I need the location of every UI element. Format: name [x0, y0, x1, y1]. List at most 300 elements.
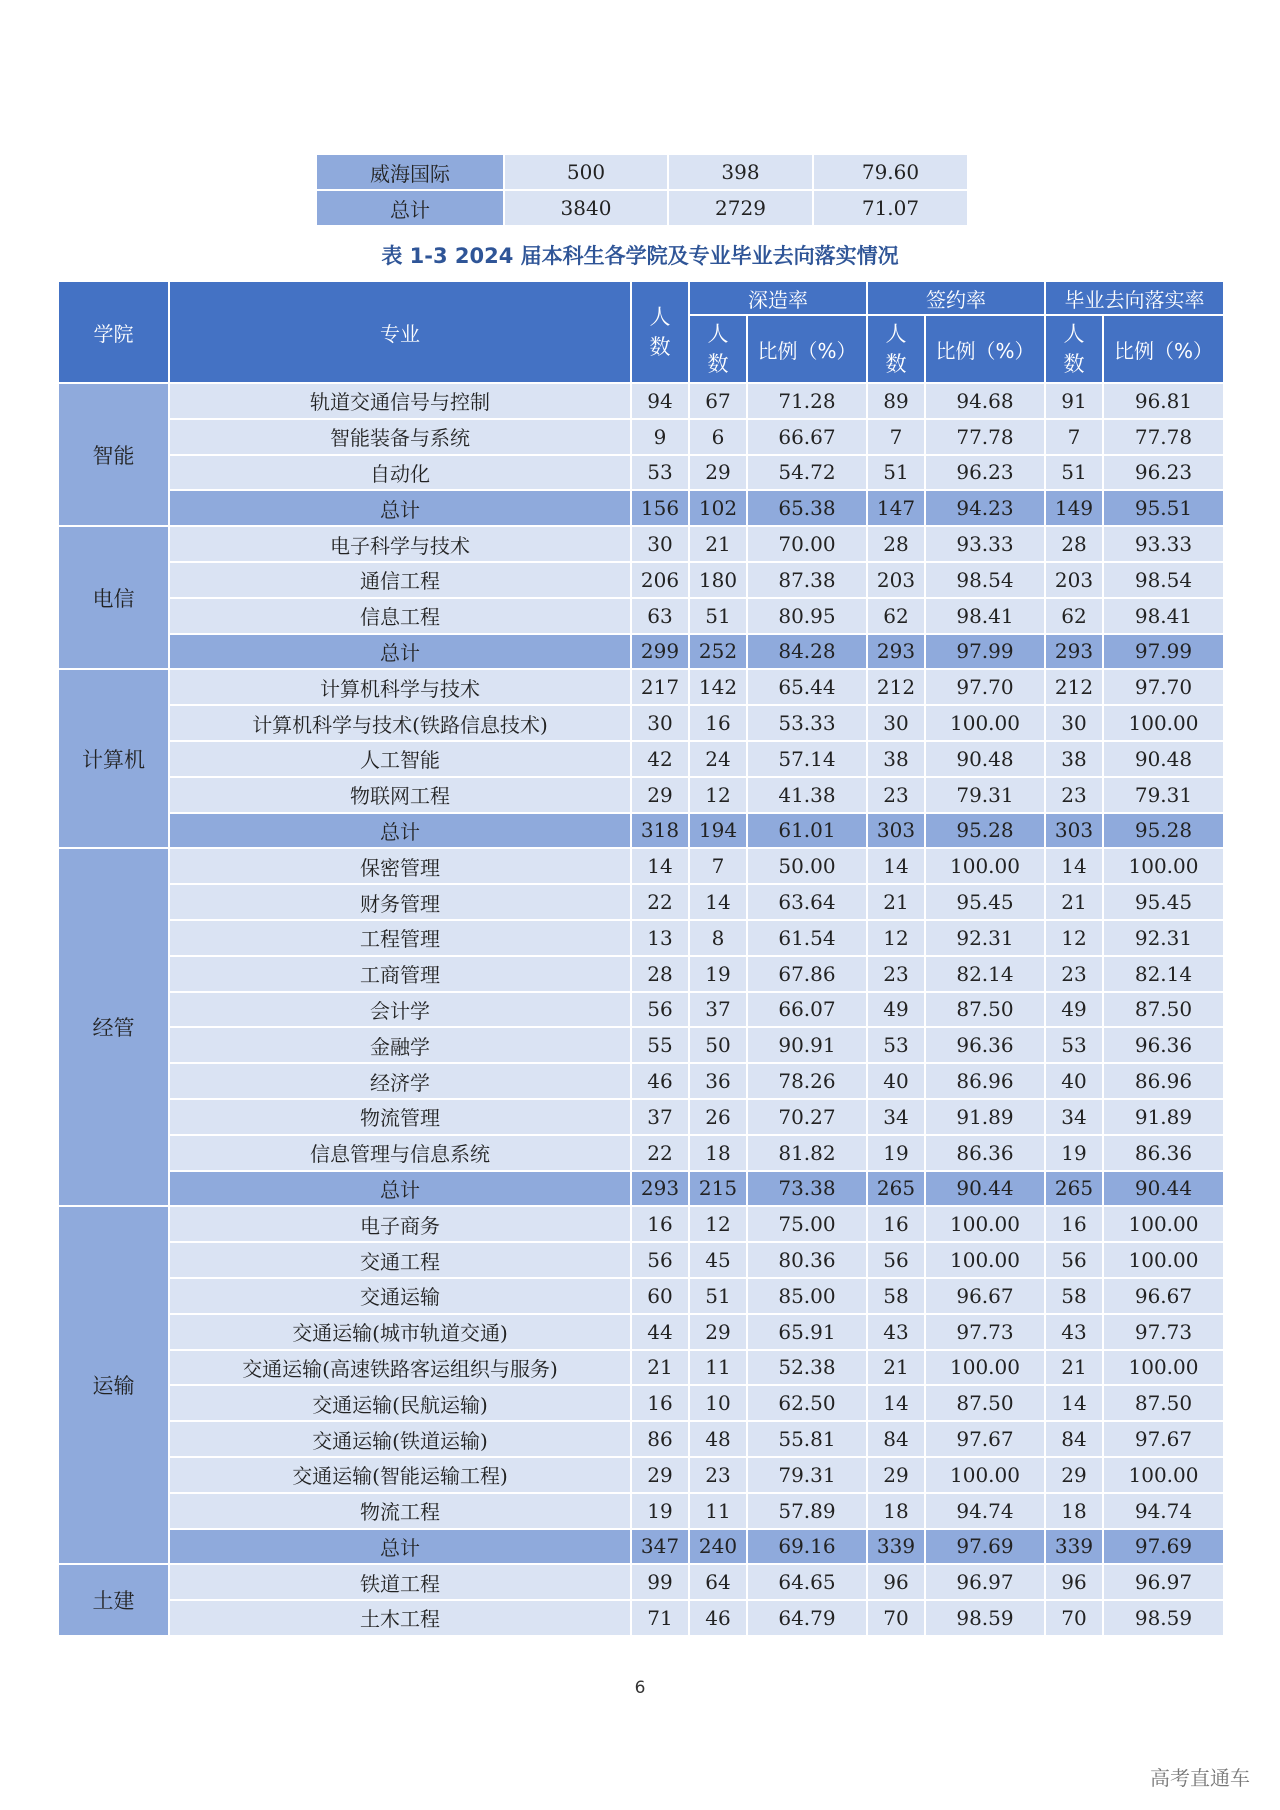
- value-cell: 78.26: [747, 1063, 867, 1099]
- value-cell: 42: [631, 741, 689, 777]
- value-cell: 30: [631, 526, 689, 562]
- value-cell: 13: [631, 920, 689, 956]
- value-cell: 21: [1045, 1350, 1103, 1386]
- value-cell: 90.48: [925, 741, 1045, 777]
- header-signed-people: [867, 315, 925, 383]
- value-cell: 23: [689, 1457, 747, 1493]
- table-row: [58, 1027, 1224, 1063]
- major-cell: 金融学: [169, 1027, 631, 1063]
- value-cell: 80.36: [747, 1242, 867, 1278]
- major-cell: 总计: [169, 490, 631, 526]
- table-row: [58, 419, 1224, 455]
- value-cell: 94.74: [1103, 1493, 1224, 1529]
- value-cell: 84: [867, 1421, 925, 1457]
- value-cell: 50.00: [747, 848, 867, 884]
- major-cell: 经济学: [169, 1063, 631, 1099]
- table-row: [58, 562, 1224, 598]
- value-cell: 212: [867, 669, 925, 705]
- value-cell: 57.14: [747, 741, 867, 777]
- value-cell: 96: [1045, 1564, 1103, 1600]
- table-row: [58, 884, 1224, 920]
- table-row: [58, 777, 1224, 813]
- value-cell: 19: [1045, 1135, 1103, 1171]
- value-cell: 56: [1045, 1242, 1103, 1278]
- value-cell: 99: [631, 1564, 689, 1600]
- value-cell: 46: [631, 1063, 689, 1099]
- subtotal-row: [58, 1171, 1224, 1207]
- value-cell: 37: [631, 1099, 689, 1135]
- value-cell: 29: [689, 1314, 747, 1350]
- value-cell: 98.59: [925, 1600, 1045, 1636]
- college-cell: 计算机: [58, 669, 169, 848]
- value-cell: 265: [867, 1171, 925, 1207]
- table-row: [58, 1135, 1224, 1171]
- subtotal-row: [58, 1529, 1224, 1565]
- value-cell: 85.00: [747, 1278, 867, 1314]
- value-cell: 87.50: [925, 992, 1045, 1028]
- value-cell: 95.28: [1103, 813, 1224, 849]
- college-cell: 电信: [58, 526, 169, 669]
- value-cell: 46: [689, 1600, 747, 1636]
- value-cell: 16: [1045, 1206, 1103, 1242]
- watermark: 高考直通车: [1150, 1766, 1250, 1790]
- value-cell: 339: [1045, 1529, 1103, 1565]
- value-cell: 100.00: [925, 1242, 1045, 1278]
- major-cell: 电子科学与技术: [169, 526, 631, 562]
- table-row: [58, 992, 1224, 1028]
- cell-value: 2729: [668, 190, 813, 226]
- value-cell: 52.38: [747, 1350, 867, 1386]
- value-cell: 51: [689, 1278, 747, 1314]
- value-cell: 70: [867, 1600, 925, 1636]
- value-cell: 14: [689, 884, 747, 920]
- value-cell: 51: [689, 598, 747, 634]
- value-cell: 61.01: [747, 813, 867, 849]
- value-cell: 212: [1045, 669, 1103, 705]
- table-row: [58, 1564, 1224, 1600]
- value-cell: 60: [631, 1278, 689, 1314]
- value-cell: 96.67: [925, 1278, 1045, 1314]
- value-cell: 265: [1045, 1171, 1103, 1207]
- value-cell: 18: [689, 1135, 747, 1171]
- value-cell: 347: [631, 1529, 689, 1565]
- header-signed-ratio: 比例（%）: [925, 315, 1045, 383]
- value-cell: 100.00: [925, 1457, 1045, 1493]
- table-caption: 表 1-3 2024 届本科生各学院及专业毕业去向落实情况: [381, 244, 899, 268]
- value-cell: 23: [1045, 777, 1103, 813]
- value-cell: 50: [689, 1027, 747, 1063]
- major-cell: 财务管理: [169, 884, 631, 920]
- value-cell: 40: [867, 1063, 925, 1099]
- value-cell: 43: [1045, 1314, 1103, 1350]
- value-cell: 51: [867, 455, 925, 491]
- value-cell: 40: [1045, 1063, 1103, 1099]
- value-cell: 30: [631, 705, 689, 741]
- value-cell: 11: [689, 1493, 747, 1529]
- value-cell: 45: [689, 1242, 747, 1278]
- value-cell: 98.54: [925, 562, 1045, 598]
- major-cell: 电子商务: [169, 1206, 631, 1242]
- value-cell: 29: [867, 1457, 925, 1493]
- value-cell: 28: [631, 956, 689, 992]
- value-cell: 203: [1045, 562, 1103, 598]
- header-signing-rate: 签约率: [867, 281, 1045, 315]
- value-cell: 16: [867, 1206, 925, 1242]
- value-cell: 66.07: [747, 992, 867, 1028]
- table-row: [316, 190, 968, 226]
- value-cell: 89: [867, 383, 925, 419]
- value-cell: 70: [1045, 1600, 1103, 1636]
- value-cell: 339: [867, 1529, 925, 1565]
- value-cell: 19: [631, 1493, 689, 1529]
- college-cell: 土建: [58, 1564, 169, 1636]
- value-cell: 56: [631, 992, 689, 1028]
- header-placement-people-text: 人 数: [1063, 322, 1085, 376]
- value-cell: 65.38: [747, 490, 867, 526]
- value-cell: 100.00: [1103, 1206, 1224, 1242]
- value-cell: 63: [631, 598, 689, 634]
- value-cell: 38: [867, 741, 925, 777]
- value-cell: 87.50: [925, 1385, 1045, 1421]
- cell-value: 500: [504, 154, 668, 190]
- table-row: [58, 1314, 1224, 1350]
- cell-value: 79.60: [813, 154, 968, 190]
- value-cell: 206: [631, 562, 689, 598]
- value-cell: 53.33: [747, 705, 867, 741]
- value-cell: 29: [689, 455, 747, 491]
- value-cell: 18: [1045, 1493, 1103, 1529]
- value-cell: 203: [867, 562, 925, 598]
- value-cell: 86.36: [1103, 1135, 1224, 1171]
- table-row: [58, 455, 1224, 491]
- value-cell: 97.73: [1103, 1314, 1224, 1350]
- cell-value: 398: [668, 154, 813, 190]
- table-row: [316, 154, 968, 190]
- value-cell: 24: [689, 741, 747, 777]
- value-cell: 19: [689, 956, 747, 992]
- major-cell: 智能装备与系统: [169, 419, 631, 455]
- value-cell: 7: [1045, 419, 1103, 455]
- value-cell: 100.00: [925, 848, 1045, 884]
- header-placement-rate: 毕业去向落实率: [1045, 281, 1224, 315]
- value-cell: 293: [867, 634, 925, 670]
- value-cell: 87.50: [1103, 1385, 1224, 1421]
- value-cell: 318: [631, 813, 689, 849]
- value-cell: 142: [689, 669, 747, 705]
- major-cell: 交通运输(铁道运输): [169, 1421, 631, 1457]
- value-cell: 303: [867, 813, 925, 849]
- value-cell: 93.33: [925, 526, 1045, 562]
- value-cell: 30: [1045, 705, 1103, 741]
- value-cell: 86.96: [925, 1063, 1045, 1099]
- value-cell: 29: [1045, 1457, 1103, 1493]
- value-cell: 43: [867, 1314, 925, 1350]
- value-cell: 16: [631, 1385, 689, 1421]
- major-cell: 物联网工程: [169, 777, 631, 813]
- value-cell: 56: [631, 1242, 689, 1278]
- value-cell: 147: [867, 490, 925, 526]
- value-cell: 34: [1045, 1099, 1103, 1135]
- major-cell: 交通运输(高速铁路客运组织与服务): [169, 1350, 631, 1386]
- value-cell: 10: [689, 1385, 747, 1421]
- value-cell: 23: [1045, 956, 1103, 992]
- header-placement-people: [1045, 315, 1103, 383]
- value-cell: 252: [689, 634, 747, 670]
- major-cell: 人工智能: [169, 741, 631, 777]
- value-cell: 57.89: [747, 1493, 867, 1529]
- subtotal-row: [58, 490, 1224, 526]
- value-cell: 28: [1045, 526, 1103, 562]
- value-cell: 19: [867, 1135, 925, 1171]
- value-cell: 90.91: [747, 1027, 867, 1063]
- table-row: [58, 848, 1224, 884]
- major-cell: 轨道交通信号与控制: [169, 383, 631, 419]
- major-cell: 计算机科学与技术: [169, 669, 631, 705]
- value-cell: 77.78: [925, 419, 1045, 455]
- value-cell: 8: [689, 920, 747, 956]
- header-count-text: 人 数: [649, 305, 671, 359]
- table-row: [58, 1600, 1224, 1636]
- value-cell: 90.44: [925, 1171, 1045, 1207]
- value-cell: 62.50: [747, 1385, 867, 1421]
- value-cell: 100.00: [925, 1350, 1045, 1386]
- value-cell: 11: [689, 1350, 747, 1386]
- value-cell: 12: [689, 1206, 747, 1242]
- value-cell: 49: [1045, 992, 1103, 1028]
- value-cell: 53: [867, 1027, 925, 1063]
- major-cell: 通信工程: [169, 562, 631, 598]
- value-cell: 44: [631, 1314, 689, 1350]
- value-cell: 100.00: [925, 1206, 1045, 1242]
- value-cell: 23: [867, 956, 925, 992]
- table-row: [58, 598, 1224, 634]
- value-cell: 100.00: [1103, 1457, 1224, 1493]
- major-cell: 自动化: [169, 455, 631, 491]
- value-cell: 69.16: [747, 1529, 867, 1565]
- value-cell: 65.91: [747, 1314, 867, 1350]
- value-cell: 97.67: [925, 1421, 1045, 1457]
- value-cell: 100.00: [1103, 848, 1224, 884]
- value-cell: 156: [631, 490, 689, 526]
- table-row: [58, 956, 1224, 992]
- value-cell: 70.27: [747, 1099, 867, 1135]
- value-cell: 71: [631, 1600, 689, 1636]
- value-cell: 240: [689, 1529, 747, 1565]
- value-cell: 82.14: [1103, 956, 1224, 992]
- value-cell: 63.64: [747, 884, 867, 920]
- value-cell: 100.00: [1103, 705, 1224, 741]
- value-cell: 82.14: [925, 956, 1045, 992]
- value-cell: 71.28: [747, 383, 867, 419]
- value-cell: 97.69: [1103, 1529, 1224, 1565]
- header-major: 专业: [169, 281, 631, 383]
- value-cell: 97.99: [925, 634, 1045, 670]
- major-cell: 总计: [169, 813, 631, 849]
- value-cell: 75.00: [747, 1206, 867, 1242]
- value-cell: 86: [631, 1421, 689, 1457]
- value-cell: 79.31: [925, 777, 1045, 813]
- table-row: [58, 1063, 1224, 1099]
- value-cell: 21: [867, 1350, 925, 1386]
- value-cell: 58: [867, 1278, 925, 1314]
- value-cell: 64: [689, 1564, 747, 1600]
- value-cell: 92.31: [925, 920, 1045, 956]
- value-cell: 58: [1045, 1278, 1103, 1314]
- value-cell: 97.70: [1103, 669, 1224, 705]
- value-cell: 16: [689, 705, 747, 741]
- value-cell: 293: [1045, 634, 1103, 670]
- subtotal-row: [58, 634, 1224, 670]
- value-cell: 96.36: [925, 1027, 1045, 1063]
- header-placement-ratio: 比例（%）: [1103, 315, 1224, 383]
- major-cell: 计算机科学与技术(铁路信息技术): [169, 705, 631, 741]
- value-cell: 29: [631, 1457, 689, 1493]
- value-cell: 14: [867, 1385, 925, 1421]
- placement-table: [57, 280, 1225, 1637]
- value-cell: 21: [631, 1350, 689, 1386]
- value-cell: 36: [689, 1063, 747, 1099]
- header-signed-people-text: 人 数: [885, 322, 907, 376]
- value-cell: 6: [689, 419, 747, 455]
- value-cell: 97.70: [925, 669, 1045, 705]
- major-cell: 交通运输(智能运输工程): [169, 1457, 631, 1493]
- value-cell: 94.23: [925, 490, 1045, 526]
- value-cell: 30: [867, 705, 925, 741]
- value-cell: 100.00: [1103, 1242, 1224, 1278]
- value-cell: 9: [631, 419, 689, 455]
- value-cell: 51: [1045, 455, 1103, 491]
- value-cell: 90.48: [1103, 741, 1224, 777]
- major-cell: 总计: [169, 634, 631, 670]
- table-row: [58, 1385, 1224, 1421]
- value-cell: 94.74: [925, 1493, 1045, 1529]
- value-cell: 299: [631, 634, 689, 670]
- value-cell: 37: [689, 992, 747, 1028]
- value-cell: 100.00: [1103, 1350, 1224, 1386]
- value-cell: 102: [689, 490, 747, 526]
- row-label: 威海国际: [316, 154, 504, 190]
- value-cell: 73.38: [747, 1171, 867, 1207]
- value-cell: 67: [689, 383, 747, 419]
- value-cell: 96.23: [925, 455, 1045, 491]
- value-cell: 86.36: [925, 1135, 1045, 1171]
- value-cell: 12: [1045, 920, 1103, 956]
- value-cell: 180: [689, 562, 747, 598]
- value-cell: 91: [1045, 383, 1103, 419]
- value-cell: 79.31: [1103, 777, 1224, 813]
- major-cell: 交通运输: [169, 1278, 631, 1314]
- major-cell: 总计: [169, 1171, 631, 1207]
- summary-table-continued: [315, 153, 969, 227]
- value-cell: 61.54: [747, 920, 867, 956]
- table-row: [58, 920, 1224, 956]
- value-cell: 55.81: [747, 1421, 867, 1457]
- value-cell: 215: [689, 1171, 747, 1207]
- value-cell: 98.54: [1103, 562, 1224, 598]
- value-cell: 67.86: [747, 956, 867, 992]
- value-cell: 84.28: [747, 634, 867, 670]
- subtotal-row: [58, 813, 1224, 849]
- value-cell: 14: [1045, 848, 1103, 884]
- value-cell: 91.89: [1103, 1099, 1224, 1135]
- row-label: 总计: [316, 190, 504, 226]
- value-cell: 26: [689, 1099, 747, 1135]
- value-cell: 29: [631, 777, 689, 813]
- value-cell: 293: [631, 1171, 689, 1207]
- table-row: [58, 1457, 1224, 1493]
- value-cell: 303: [1045, 813, 1103, 849]
- value-cell: 48: [689, 1421, 747, 1457]
- header-college: 学院: [58, 281, 169, 383]
- major-cell: 信息工程: [169, 598, 631, 634]
- value-cell: 28: [867, 526, 925, 562]
- value-cell: 96.67: [1103, 1278, 1224, 1314]
- college-cell: 智能: [58, 383, 169, 526]
- major-cell: 物流工程: [169, 1493, 631, 1529]
- college-cell: 运输: [58, 1206, 169, 1564]
- value-cell: 38: [1045, 741, 1103, 777]
- value-cell: 21: [689, 526, 747, 562]
- value-cell: 21: [1045, 884, 1103, 920]
- value-cell: 149: [1045, 490, 1103, 526]
- table-row: [58, 705, 1224, 741]
- value-cell: 97.69: [925, 1529, 1045, 1565]
- value-cell: 96.23: [1103, 455, 1224, 491]
- value-cell: 94: [631, 383, 689, 419]
- value-cell: 100.00: [925, 705, 1045, 741]
- major-cell: 工商管理: [169, 956, 631, 992]
- value-cell: 96.97: [925, 1564, 1045, 1600]
- value-cell: 54.72: [747, 455, 867, 491]
- value-cell: 98.41: [1103, 598, 1224, 634]
- value-cell: 14: [631, 848, 689, 884]
- value-cell: 41.38: [747, 777, 867, 813]
- value-cell: 64.65: [747, 1564, 867, 1600]
- major-cell: 保密管理: [169, 848, 631, 884]
- value-cell: 22: [631, 884, 689, 920]
- value-cell: 53: [631, 455, 689, 491]
- value-cell: 81.82: [747, 1135, 867, 1171]
- value-cell: 64.79: [747, 1600, 867, 1636]
- value-cell: 18: [867, 1493, 925, 1529]
- value-cell: 7: [689, 848, 747, 884]
- table-row: [58, 1206, 1224, 1242]
- table-row: [58, 741, 1224, 777]
- header-count: [631, 281, 689, 383]
- value-cell: 95.45: [1103, 884, 1224, 920]
- value-cell: 95.51: [1103, 490, 1224, 526]
- value-cell: 94.68: [925, 383, 1045, 419]
- page-number: 6: [634, 1678, 646, 1698]
- value-cell: 21: [867, 884, 925, 920]
- value-cell: 7: [867, 419, 925, 455]
- value-cell: 70.00: [747, 526, 867, 562]
- value-cell: 91.89: [925, 1099, 1045, 1135]
- major-cell: 交通工程: [169, 1242, 631, 1278]
- table-row: [58, 669, 1224, 705]
- value-cell: 79.31: [747, 1457, 867, 1493]
- major-cell: 物流管理: [169, 1099, 631, 1135]
- major-cell: 交通运输(城市轨道交通): [169, 1314, 631, 1350]
- table-row: [58, 383, 1224, 419]
- value-cell: 87.38: [747, 562, 867, 598]
- value-cell: 217: [631, 669, 689, 705]
- major-cell: 总计: [169, 1529, 631, 1565]
- major-cell: 土木工程: [169, 1600, 631, 1636]
- table-row: [58, 1099, 1224, 1135]
- major-cell: 工程管理: [169, 920, 631, 956]
- value-cell: 97.99: [1103, 634, 1224, 670]
